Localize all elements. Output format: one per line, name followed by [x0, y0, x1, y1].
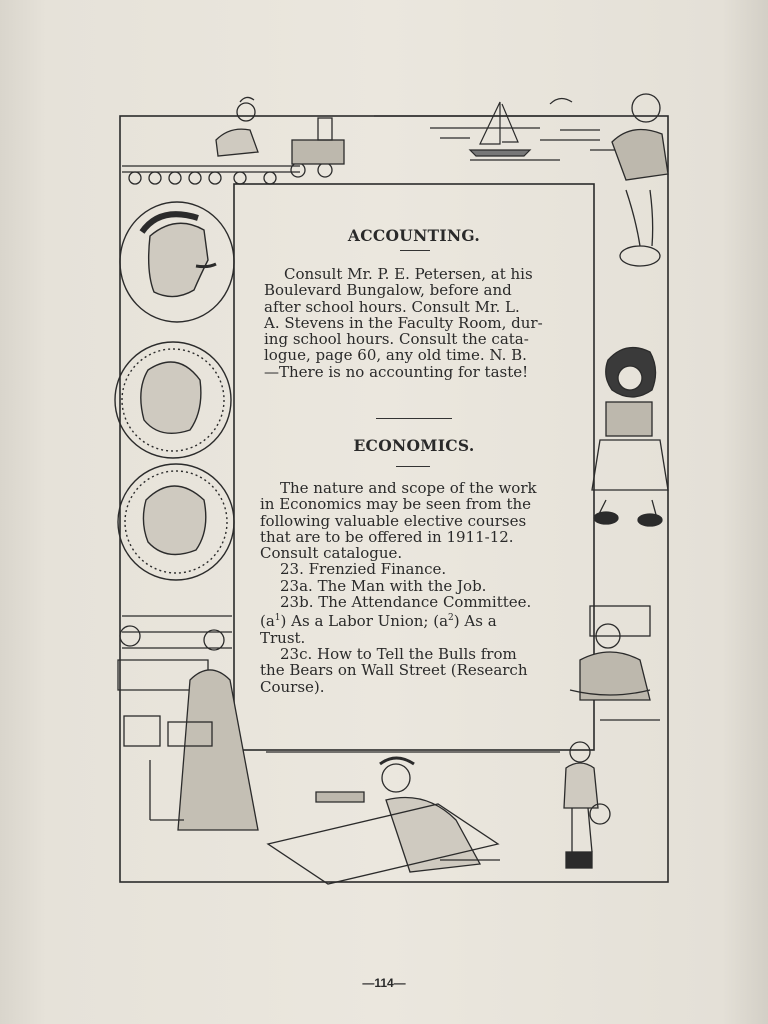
toy-train-illustration	[122, 97, 344, 184]
course-23b-text: ) As a Labor Union; (a	[280, 612, 449, 631]
economics-line: that are to be offered in 1911-12.	[260, 527, 514, 546]
course-23: 23. Frenzied Finance.	[280, 560, 447, 579]
accounting-line: Consult Mr. P. E. Petersen, at his	[284, 265, 533, 283]
girl-illustration	[592, 348, 668, 527]
course-23b-subitems	[260, 610, 570, 629]
boy-top-right-illustration	[612, 94, 668, 266]
accounting-line: —There is no accounting for taste!	[264, 362, 529, 381]
economics-line: Consult catalogue.	[260, 544, 403, 563]
kicking-boy-illustration	[564, 742, 610, 868]
course-23b: 23b. The Attendance Committee.	[280, 593, 532, 612]
economics-line: The nature and scope of the work	[280, 479, 537, 497]
economics-line: following valuable elective courses	[260, 511, 527, 530]
course-23a: 23a. The Man with the Job.	[280, 576, 487, 595]
text-panel	[236, 186, 592, 726]
economics-paragraph	[260, 480, 570, 695]
heading-rule	[396, 466, 430, 467]
course-23c: Course).	[260, 677, 325, 696]
economics-line: in Economics may be seen from the	[260, 495, 532, 514]
accounting-line: logue, page 60, any old time. N. B.	[264, 346, 527, 365]
section-divider	[376, 418, 452, 419]
course-23c: the Bears on Wall Street (Research	[260, 661, 528, 680]
coin-portrait-upper	[115, 342, 231, 458]
course-23b-text: ) As a	[453, 612, 497, 631]
course-23c: 23c. How to Tell the Bulls from	[280, 644, 517, 663]
superscript: 2	[448, 613, 454, 624]
course-23b-text: (a	[260, 612, 275, 631]
accounting-heading: ACCOUNTING.	[347, 226, 481, 245]
economics-heading: ECONOMICS.	[353, 436, 475, 455]
superscript: 1	[274, 613, 281, 624]
writing-man-illustration	[266, 752, 560, 884]
accounting-line: A. Stevens in the Faculty Room, dur-	[264, 313, 543, 332]
accounting-line: ing school hours. Consult the cata-	[264, 330, 529, 349]
accounting-line: Boulevard Bungalow, before and	[264, 281, 512, 300]
accounting-line: after school hours. Consult Mr. L.	[264, 297, 520, 316]
course-23b-tail: Trust.	[260, 628, 306, 647]
heading-rule	[400, 250, 430, 251]
sailboat-illustration	[374, 98, 640, 160]
page-number: —114—	[362, 976, 406, 990]
accounting-paragraph	[264, 266, 570, 380]
portrait-cameo	[120, 202, 234, 322]
coin-portrait-lower	[118, 464, 234, 580]
